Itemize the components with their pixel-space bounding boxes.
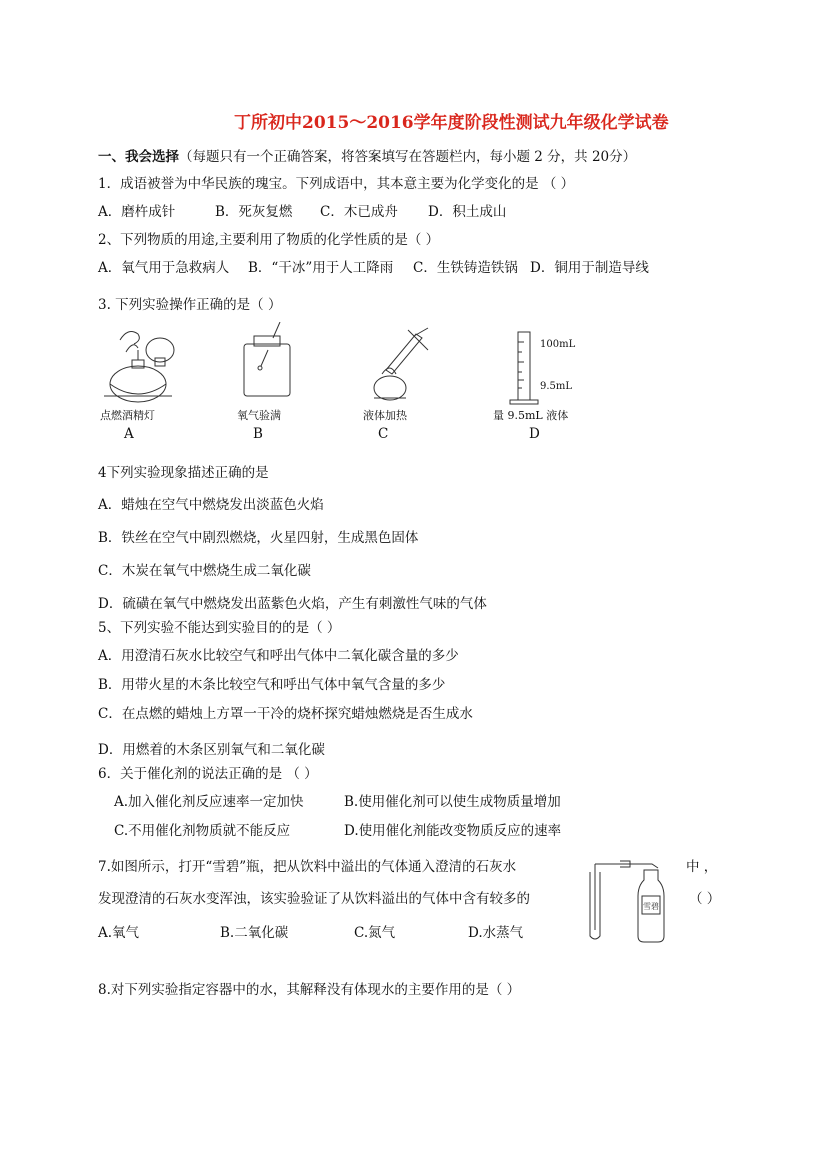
q1-option-c: C．木已成舟 [320, 204, 398, 220]
test-tube-limewater-diagram [590, 864, 600, 939]
q6-option-c: C.不用催化剂物质就不能反应 [114, 823, 291, 839]
q1-stem: 1．成语被誉为中华民族的瑰宝。下列成语中，其本意主要为化学变化的是 （ ） [98, 176, 575, 192]
q3-caption-d: 量 9.5mL 液体 [493, 409, 569, 422]
q6-option-d: D.使用催化剂能改变物质反应的速率 [344, 823, 562, 839]
q6-stem: 6．关于催化剂的说法正确的是 （ ） [98, 766, 318, 782]
section-title: 一、我会选择 [98, 149, 179, 165]
q7-option-c: C.氮气 [354, 925, 396, 941]
q3-letter-c: C [378, 426, 389, 442]
q5-option-d: D．用燃着的木条区别氧气和二氧化碳 [98, 742, 325, 758]
q7-option-d: D.水蒸气 [468, 925, 524, 941]
q3-caption-b: 氧气验满 [237, 409, 281, 422]
q3-letter-d: D [529, 426, 540, 442]
q2-option-d: D．铜用于制造导线 [530, 260, 649, 276]
q6-options-row1 [114, 793, 561, 811]
q7-line1-end: 中 ， [686, 859, 718, 875]
q5-option-c: C．在点燃的蜡烛上方罩一干冷的烧杯探究蜡烛燃烧是否生成水 [98, 706, 473, 722]
section-heading [98, 148, 636, 166]
q2-options [98, 259, 649, 277]
q6-option-a: A.加入催化剂反应速率一定加快 [114, 794, 304, 810]
q7-line2: 发现澄清的石灰水变浑浊，该实验验证了从饮料溢出的气体中含有较多的 [98, 891, 530, 907]
q1-option-d: D．积土成山 [428, 204, 507, 220]
q6-option-b: B.使用催化剂可以使生成物质量增加 [344, 794, 561, 810]
test-tube-heating-diagram [374, 328, 428, 400]
q2-option-c: C．生铁铸造铁锅 [413, 260, 518, 276]
q5-stem: 5、下列实验不能达到实验目的的是（ ） [98, 620, 341, 636]
q3-letter-a: A [124, 426, 134, 442]
q3-stem: 3. 下列实验操作正确的是（ ） [98, 297, 282, 313]
section-note: （每题只有一个正确答案，将答案填写在答题栏内，每小题 2 分，共 20分） [179, 149, 637, 165]
q5-option-a: A．用澄清石灰水比较空气和呼出气体中二氧化碳含量的多少 [98, 648, 459, 664]
q7-line1: 7.如图所示，打开“雪碧”瓶，把从饮料中溢出的气体通入澄清的石灰水 [98, 859, 517, 875]
q7-option-a: A.氧气 [98, 925, 140, 941]
q2-stem: 2、下列物质的用途,主要利用了物质的化学性质的是（ ） [98, 232, 440, 248]
q1-option-b: B．死灰复燃 [215, 204, 293, 220]
cylinder-mark-label: 9.5mL [540, 381, 573, 392]
q1-option-a: A．磨杵成针 [98, 204, 176, 220]
alcohol-lamp-diagram [104, 332, 174, 402]
q7-apparatus [582, 856, 682, 946]
q8-stem: 8.对下列实验指定容器中的水，其解释没有体现水的主要作用的是（ ） [98, 982, 521, 998]
q1-options [98, 203, 506, 221]
q7-option-b: B.二氧化碳 [220, 925, 289, 941]
q6-options-row2 [114, 822, 561, 840]
q4-option-d: D．硫磺在氧气中燃烧发出蓝紫色火焰，产生有刺激性气味的气体 [98, 596, 487, 612]
q2-option-a: A．氧气用于急救病人 [98, 260, 230, 276]
measuring-cylinder-diagram [510, 332, 538, 404]
q4-option-c: C．木炭在氧气中燃烧生成二氧化碳 [98, 563, 311, 579]
bottle-label: 雪碧 [643, 902, 659, 911]
q3-caption-c: 液体加热 [363, 409, 407, 422]
q7-answer-paren: （ ） [689, 891, 721, 907]
cylinder-top-label: 100mL [540, 339, 576, 350]
q4-option-a: A．蜡烛在空气中燃烧发出淡蓝色火焰 [98, 497, 324, 513]
gas-bottle-diagram [244, 322, 290, 396]
q4-stem: 4下列实验现象描述正确的是 [98, 465, 269, 481]
q3-caption-a: 点燃酒精灯 [100, 409, 155, 422]
q2-option-b: B．“干冰”用于人工降雨 [248, 260, 394, 276]
q4-option-b: B．铁丝在空气中剧烈燃烧，火星四射，生成黑色固体 [98, 530, 419, 546]
q3-figure [98, 322, 578, 447]
q7-options [98, 924, 523, 942]
q5-option-b: B．用带火星的木条比较空气和呼出气体中氧气含量的多少 [98, 677, 446, 693]
page-title: 丁所初中2015～2016学年度阶段性测试九年级化学试卷 [234, 113, 669, 133]
q3-letter-b: B [253, 426, 263, 442]
